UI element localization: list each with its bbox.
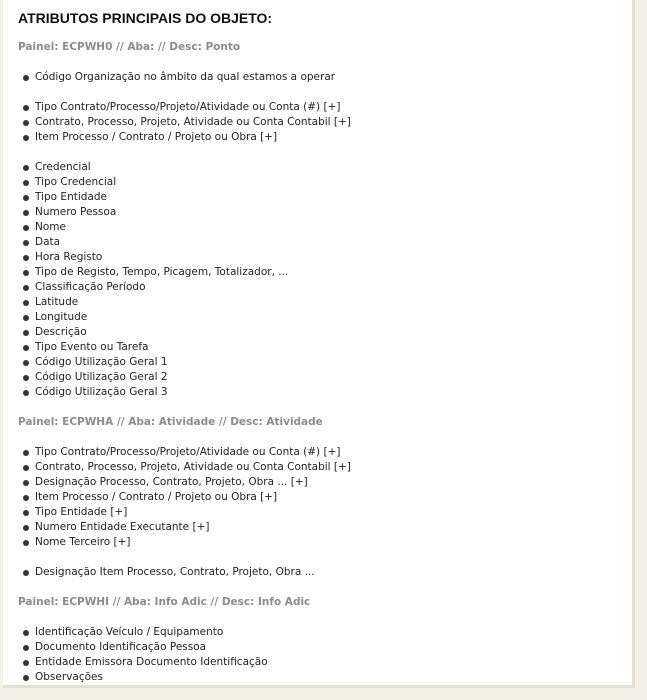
list-item <box>18 385 624 400</box>
list-item <box>18 490 624 505</box>
list-item-label: Tipo Contrato/Processo/Projeto/Atividade ou Conta (#) [+] <box>35 446 341 458</box>
bullet-icon <box>23 570 29 576</box>
list-item <box>18 115 624 130</box>
bullet-icon <box>23 525 29 531</box>
list-item <box>18 160 624 175</box>
list-item-label: Credencial <box>35 161 91 173</box>
list-item-label: Código Utilização Geral 2 <box>35 371 168 383</box>
list-item-label: Documento Identificação Pessoa <box>35 641 207 653</box>
list-item <box>18 640 624 655</box>
list-item <box>18 295 624 310</box>
bullet-icon <box>23 75 29 81</box>
panels-container <box>18 40 624 685</box>
list-item-label: Data <box>35 236 61 248</box>
list-item <box>18 460 624 475</box>
document-frame <box>3 0 635 688</box>
bullet-icon <box>23 540 29 546</box>
bullet-icon <box>23 375 29 381</box>
document-content <box>18 8 624 700</box>
list-item <box>18 475 624 490</box>
bullet-icon <box>23 120 29 126</box>
list-item <box>18 340 624 355</box>
attribute-list <box>18 565 624 580</box>
panel-header: Painel: ECPWHA // Aba: Atividade // Desc: Atividade <box>18 416 323 428</box>
bullet-icon <box>23 240 29 246</box>
list-item-label: Numero Entidade Executante [+] <box>35 521 210 533</box>
list-item <box>18 70 624 85</box>
panel-header: Painel: ECPWHI // Aba: Info Adic // Desc: Info Adic <box>18 596 311 608</box>
bullet-icon <box>23 195 29 201</box>
list-item <box>18 280 624 295</box>
bullet-icon <box>23 660 29 666</box>
bullet-icon <box>23 105 29 111</box>
list-item-label: Nome Terceiro [+] <box>35 536 131 548</box>
bullet-icon <box>23 345 29 351</box>
list-item-label: Tipo Contrato/Processo/Projeto/Atividade ou Conta (#) [+] <box>35 101 341 113</box>
panel-section <box>18 40 624 400</box>
list-item-label: Longitude <box>35 311 88 323</box>
attribute-list <box>18 445 624 550</box>
list-item-label: Latitude <box>35 296 79 308</box>
list-item-label: Tipo Entidade [+] <box>35 506 128 518</box>
list-item <box>18 310 624 325</box>
list-item-label: Contrato, Processo, Projeto, Atividade ou Conta Contabil [+] <box>35 116 351 128</box>
list-item-label: Tipo Evento ou Tarefa <box>35 341 149 353</box>
panel-section <box>18 415 624 580</box>
bullet-icon <box>23 270 29 276</box>
list-item <box>18 235 624 250</box>
list-item-label: Designação Processo, Contrato, Projeto, Obra ... [+] <box>35 476 308 488</box>
attribute-list <box>18 70 624 85</box>
bullet-icon <box>23 645 29 651</box>
list-item <box>18 250 624 265</box>
bullet-icon <box>23 465 29 471</box>
bullet-icon <box>23 330 29 336</box>
bullet-icon <box>23 210 29 216</box>
panel-section <box>18 595 624 685</box>
list-item <box>18 655 624 670</box>
bullet-icon <box>23 630 29 636</box>
list-item <box>18 220 624 235</box>
bullet-icon <box>23 510 29 516</box>
list-item <box>18 445 624 460</box>
list-item-label: Hora Registo <box>35 251 103 263</box>
list-item-label: Código Utilização Geral 3 <box>35 386 168 398</box>
list-item <box>18 625 624 640</box>
bullet-icon <box>23 180 29 186</box>
list-item <box>18 265 624 280</box>
list-item-label: Item Processo / Contrato / Projeto ou Obra [+] <box>35 131 278 143</box>
bullet-icon <box>23 495 29 501</box>
list-item <box>18 535 624 550</box>
list-item <box>18 505 624 520</box>
list-item-label: Tipo Entidade <box>35 191 107 203</box>
attribute-list <box>18 100 624 145</box>
list-item <box>18 520 624 535</box>
list-item-label: Código Organização no âmbito da qual estamos a operar <box>35 71 336 83</box>
list-item <box>18 355 624 370</box>
bullet-icon <box>23 315 29 321</box>
list-item-label: Contrato, Processo, Projeto, Atividade ou Conta Contabil [+] <box>35 461 351 473</box>
list-item-label: Numero Pessoa <box>35 206 117 218</box>
list-item-label: Tipo de Registo, Tempo, Picagem, Totalizador, ... <box>35 266 289 278</box>
list-item <box>18 190 624 205</box>
page-title: ATRIBUTOS PRINCIPAIS DO OBJETO: <box>18 10 273 26</box>
list-item <box>18 325 624 340</box>
list-item-label: Classificação Período <box>35 281 146 293</box>
list-item-label: Tipo Credencial <box>35 176 117 188</box>
bullet-icon <box>23 135 29 141</box>
bullet-icon <box>23 300 29 306</box>
list-item <box>18 670 624 685</box>
bullet-icon <box>23 225 29 231</box>
attribute-list <box>18 160 624 400</box>
list-item <box>18 205 624 220</box>
list-item <box>18 130 624 145</box>
list-item-label: Observações <box>35 671 103 683</box>
bullet-icon <box>23 255 29 261</box>
list-item <box>18 370 624 385</box>
bullet-icon <box>23 360 29 366</box>
list-item-label: Identificação Veículo / Equipamento <box>35 626 224 638</box>
list-item-label: Designação Item Processo, Contrato, Projeto, Obra ... <box>35 566 315 578</box>
panel-header: Painel: ECPWH0 // Aba: // Desc: Ponto <box>18 41 241 53</box>
list-item-label: Descrição <box>35 326 87 338</box>
bullet-icon <box>23 390 29 396</box>
list-item <box>18 175 624 190</box>
bullet-icon <box>23 675 29 681</box>
bullet-icon <box>23 165 29 171</box>
list-item <box>18 100 624 115</box>
attribute-list <box>18 625 624 685</box>
bullet-icon <box>23 480 29 486</box>
bullet-icon <box>23 450 29 456</box>
list-item-label: Nome <box>35 221 66 233</box>
list-item-label: Item Processo / Contrato / Projeto ou Obra [+] <box>35 491 278 503</box>
list-item <box>18 565 624 580</box>
list-item-label: Código Utilização Geral 1 <box>35 356 168 368</box>
bullet-icon <box>23 285 29 291</box>
list-item-label: Entidade Emissora Documento Identificação <box>35 656 268 668</box>
